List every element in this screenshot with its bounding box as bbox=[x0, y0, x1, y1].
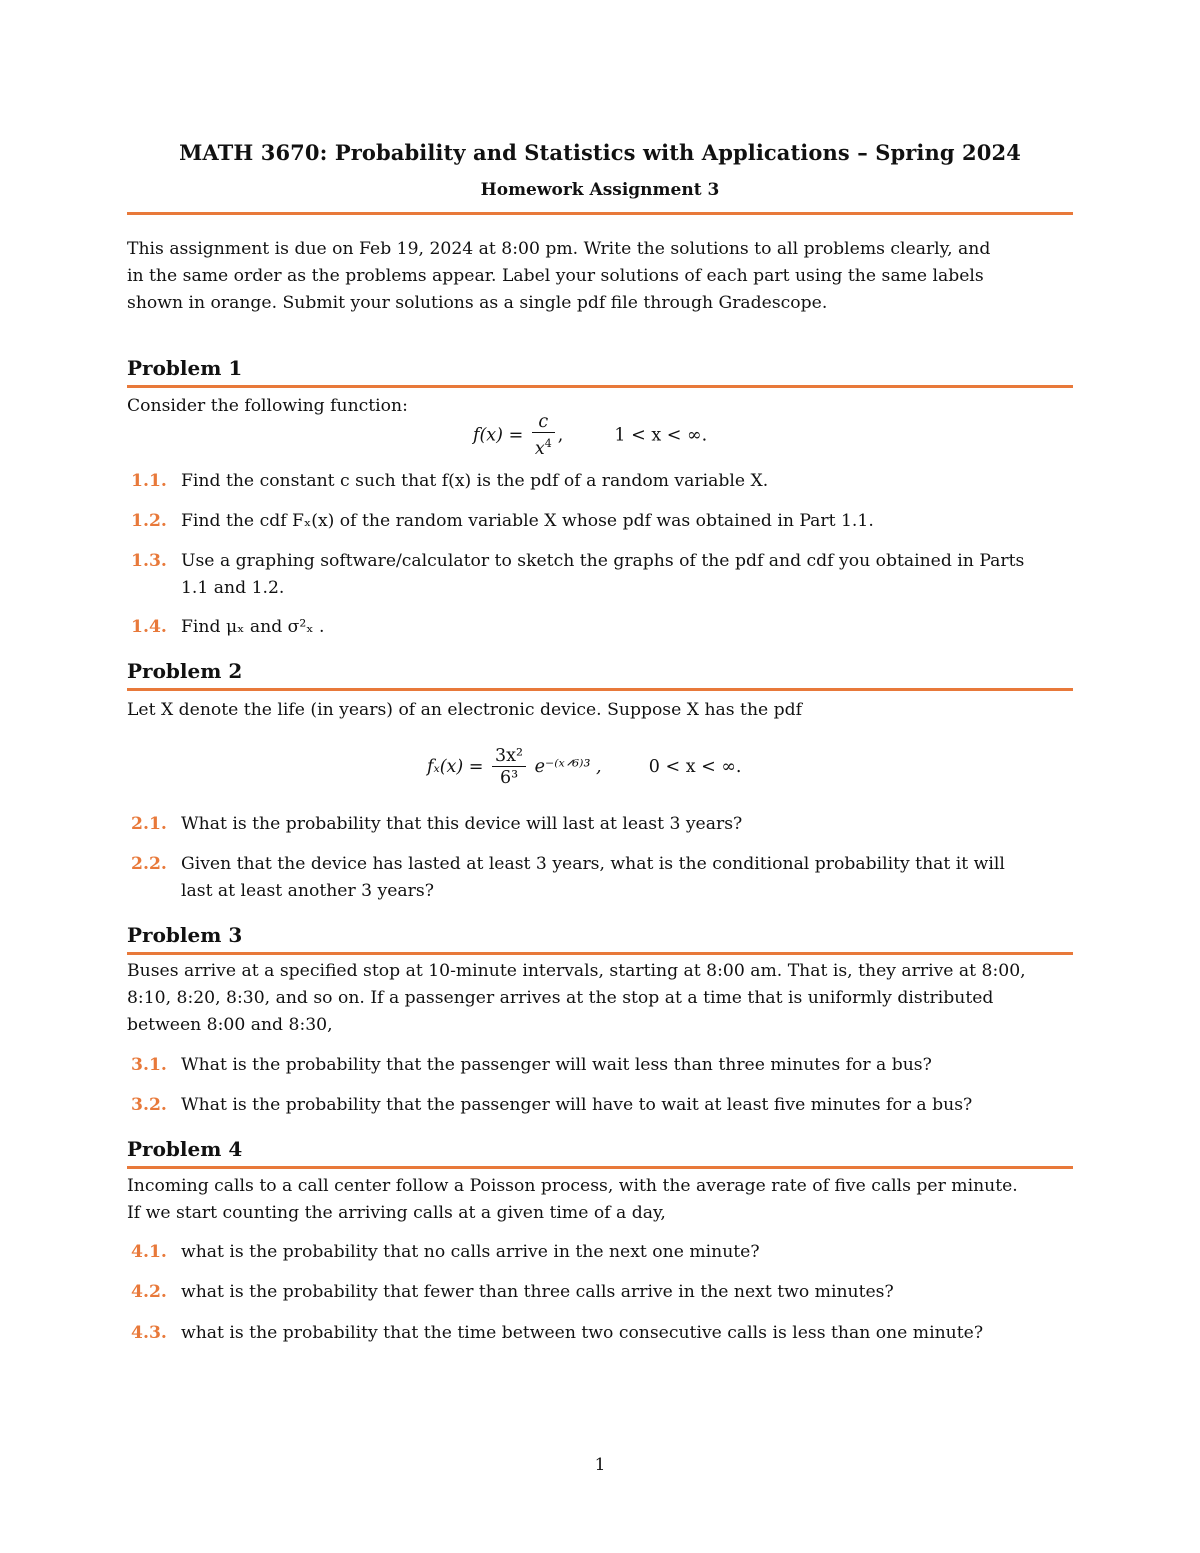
part-label: 3.2. bbox=[131, 1095, 167, 1115]
eq2-numerator: 3x² bbox=[492, 746, 526, 767]
problem-3-rule bbox=[127, 952, 1073, 955]
problem-4-intro bbox=[127, 1173, 1073, 1227]
eq1-numerator: c bbox=[532, 412, 555, 433]
problem-4-line-2: If we start counting the arriving calls at a given time of a day, bbox=[127, 1203, 666, 1223]
problem-2-rule bbox=[127, 688, 1073, 691]
problem-4-line-1: Incoming calls to a call center follow a Poisson process, with the average rate of five calls per minute. bbox=[127, 1176, 1018, 1196]
problem-2-heading: Problem 2 bbox=[127, 659, 243, 683]
eq2-condition: 0 < x < ∞. bbox=[648, 757, 742, 777]
part-label: 4.1. bbox=[131, 1242, 167, 1262]
header-rule bbox=[127, 212, 1073, 215]
eq2-denominator: 6³ bbox=[499, 768, 519, 788]
part-label: 1.1. bbox=[131, 471, 167, 491]
part-text-line-1: Use a graphing software/calculator to sketch the graphs of the pdf and cdf you obtained in Parts bbox=[181, 551, 1025, 571]
part-text: what is the probability that fewer than three calls arrive in the next two minutes? bbox=[181, 1282, 894, 1302]
problem-2-equation bbox=[427, 746, 742, 789]
document-subtitle: Homework Assignment 3 bbox=[480, 180, 720, 200]
problem-1-equation: f(x) = $\frac{c}{x^4}$ , 1 < x < ∞. bbox=[473, 412, 708, 459]
part-text: Find the constant c such that f(x) is the pdf of a random variable X. bbox=[181, 471, 769, 491]
part-text: Find the cdf Fₓ(x) of the random variable X whose pdf was obtained in Part 1.1. bbox=[181, 511, 874, 531]
part-text: What is the probability that the passenger will have to wait at least five minutes for a bus? bbox=[181, 1095, 973, 1115]
problem-4-rule bbox=[127, 1166, 1073, 1169]
intro-line-2: in the same order as the problems appear. Label your solutions of each part using the same labels bbox=[127, 266, 984, 286]
part-text-line-1: Given that the device has lasted at least 3 years, what is the conditional probability that it will bbox=[181, 854, 1005, 874]
part-text: Find μₓ and σ²ₓ . bbox=[181, 617, 325, 637]
part-label: 1.3. bbox=[131, 551, 167, 571]
eq2-fraction bbox=[492, 746, 526, 789]
eq2-lhs: fₓ(x) = bbox=[427, 757, 484, 777]
eq1-denominator bbox=[532, 433, 555, 460]
part-text bbox=[181, 851, 1073, 905]
eq1-den-base: x bbox=[534, 438, 545, 459]
part-text: what is the probability that no calls arrive in the next one minute? bbox=[181, 1242, 760, 1262]
problem-3-line-1: Buses arrive at a specified stop at 10-minute intervals, starting at 8:00 am. That is, they arrive at 8:00, bbox=[127, 961, 1026, 981]
problem-2-intro: Let X denote the life (in years) of an electronic device. Suppose X has the pdf bbox=[127, 700, 803, 720]
page-number: 1 bbox=[594, 1455, 606, 1475]
part-text: what is the probability that the time between two consecutive calls is less than one minute? bbox=[181, 1323, 984, 1343]
part-text: What is the probability that the passenger will wait less than three minutes for a bus? bbox=[181, 1055, 932, 1075]
intro-paragraph bbox=[127, 236, 1073, 317]
problem-1-heading: Problem 1 bbox=[127, 356, 243, 380]
problem-3-line-3: between 8:00 and 8:30, bbox=[127, 1015, 333, 1035]
problem-3-intro bbox=[127, 958, 1073, 1039]
document-title: MATH 3670: Probability and Statistics with Applications – Spring 2024 bbox=[179, 140, 1021, 165]
part-text-line-2: last at least another 3 years? bbox=[181, 881, 434, 901]
part-text: What is the probability that this device will last at least 3 years? bbox=[181, 814, 743, 834]
problem-4-heading: Problem 4 bbox=[127, 1137, 243, 1161]
part-label: 3.1. bbox=[131, 1055, 167, 1075]
problem-1-rule bbox=[127, 385, 1073, 388]
part-label: 4.3. bbox=[131, 1323, 167, 1343]
eq1-condition: 1 < x < ∞. bbox=[614, 425, 708, 446]
part-label: 2.2. bbox=[131, 854, 167, 874]
eq2-exponential: e⁻⁽ˣᐟ⁶⁾³ , bbox=[534, 757, 602, 777]
part-label: 4.2. bbox=[131, 1282, 167, 1302]
part-text-line-2: 1.1 and 1.2. bbox=[181, 578, 285, 598]
part-label: 2.1. bbox=[131, 814, 167, 834]
part-label: 1.2. bbox=[131, 511, 167, 531]
problem-3-heading: Problem 3 bbox=[127, 923, 243, 947]
problem-3-line-2: 8:10, 8:20, 8:30, and so on. If a passenger arrives at the stop at a time that is uniformly distributed bbox=[127, 988, 994, 1008]
eq1-den-exp: 4 bbox=[544, 437, 552, 450]
intro-line-3: shown in orange. Submit your solutions as a single pdf file through Gradescope. bbox=[127, 293, 828, 313]
eq1-lhs: f(x) = bbox=[473, 425, 524, 446]
intro-line-1: This assignment is due on Feb 19, 2024 at 8:00 pm. Write the solutions to all problems clearly, and bbox=[127, 239, 991, 259]
part-label: 1.4. bbox=[131, 617, 167, 637]
part-text bbox=[181, 548, 1073, 602]
eq1-fraction bbox=[532, 412, 555, 460]
problem-1-intro: Consider the following function: bbox=[127, 396, 408, 416]
